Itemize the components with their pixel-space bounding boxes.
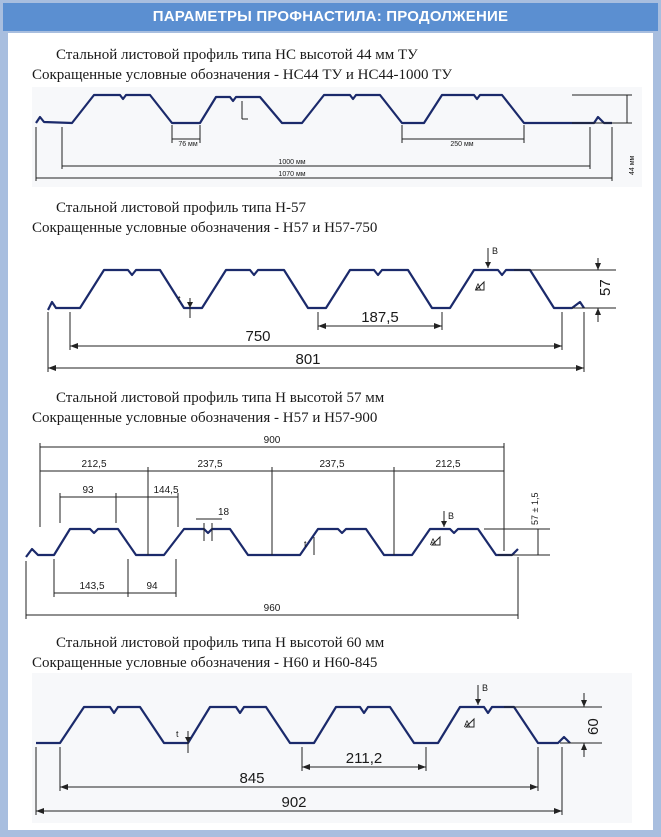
thickness-label-4: t	[176, 729, 179, 739]
dim-height-57: 57	[597, 279, 614, 296]
profile-ns44-caption	[32, 45, 452, 85]
dim-250: 250 мм	[450, 141, 474, 148]
dim-960: 960	[263, 603, 281, 614]
label-a: A	[475, 282, 482, 292]
dim-height-57-tol: 57 ± 1,5	[530, 492, 540, 525]
dim-1000: 1000 мм	[278, 159, 306, 166]
dim-height-44: 44 мм	[629, 155, 636, 175]
label-b-4: B	[482, 683, 489, 693]
dim-76: 76 мм	[178, 141, 198, 148]
profile-n60-title: Стальной листовой профиль типа Н высотой 60 мм	[56, 635, 385, 651]
content-panel	[8, 33, 653, 830]
dim-902: 902	[281, 794, 307, 811]
profile-n57-900-title: Стальной листовой профиль типа Н высотой 57 мм	[56, 390, 385, 406]
profile-n57-900-designation: Сокращенные условные обозначения - Н57 и Н57-900	[32, 410, 378, 426]
profile-ns44-title: Стальной листовой профиль типа НС высотой 44 мм ТУ	[56, 47, 418, 63]
profile-ns44-designation: Сокращенные условные обозначения - НС44 ТУ и НС44-1000 ТУ	[32, 67, 452, 83]
profile-n57-750-caption	[32, 198, 377, 238]
label-a-4: A	[464, 719, 471, 729]
dim-187-5: 187,5	[361, 309, 399, 326]
dim-18: 18	[218, 507, 230, 518]
dim-144-5: 144,5	[153, 485, 179, 496]
profile-n57-750-title: Стальной листовой профиль типа Н-57	[56, 200, 306, 216]
dim-237-5-left: 237,5	[197, 459, 223, 470]
profile-n57-750-line	[48, 270, 584, 310]
dim-143-5: 143,5	[79, 581, 105, 592]
label-b-3: B	[448, 511, 455, 521]
page-header: ПАРАМЕТРЫ ПРОФНАСТИЛА: ПРОДОЛЖЕНИЕ	[3, 3, 658, 31]
dim-212-5-left: 212,5	[81, 459, 107, 470]
dim-94: 94	[146, 581, 158, 592]
dim-237-5-right: 237,5	[319, 459, 345, 470]
thickness-label-3: t	[304, 539, 307, 549]
profile-n57-900-caption	[32, 388, 384, 428]
profile-n57-900-drawing	[18, 431, 558, 626]
dim-212-5-right: 212,5	[435, 459, 461, 470]
profile-n60-drawing	[32, 673, 632, 823]
profile-ns44-drawing	[32, 87, 642, 187]
profile-n60-caption	[32, 633, 384, 673]
dim-height-60: 60	[585, 718, 602, 735]
label-b: B	[492, 246, 499, 256]
dim-93: 93	[82, 485, 94, 496]
label-a-3: A	[430, 537, 437, 547]
profile-n60-designation: Сокращенные условные обозначения - Н60 и Н60-845	[32, 655, 378, 671]
dim-801: 801	[295, 351, 321, 368]
profile-n57-750-drawing	[32, 238, 642, 378]
dim-1070: 1070 мм	[278, 171, 306, 178]
dim-900: 900	[263, 435, 281, 446]
dim-211-2: 211,2	[345, 750, 383, 767]
dim-750: 750	[245, 328, 271, 345]
dim-845: 845	[239, 770, 265, 787]
thickness-label: t	[178, 294, 181, 304]
profile-n57-750-designation: Сокращенные условные обозначения - Н57 и Н57-750	[32, 220, 378, 236]
